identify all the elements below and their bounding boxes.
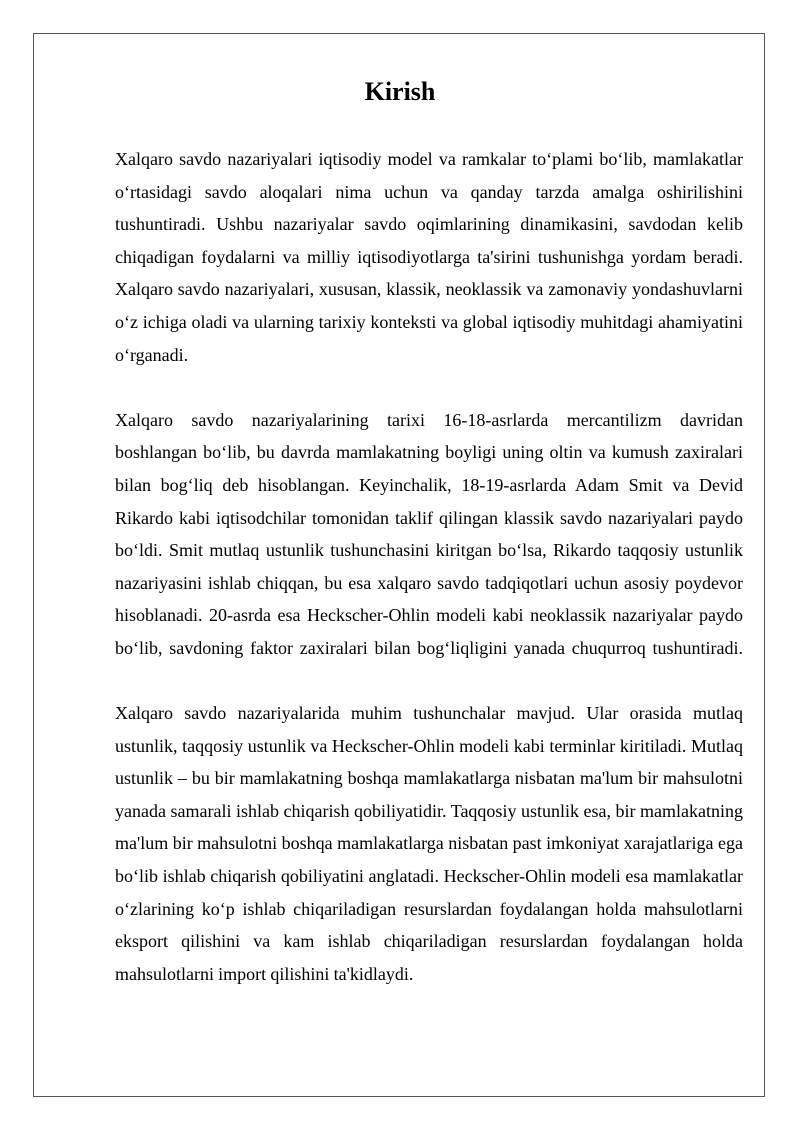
paragraph: Xalqaro savdo nazariyalari iqtisodiy model va ramkalar to‘plami bo‘lib, mamlakatlar o‘rtasidagi savdo aloqalari nima uchun va qanday tarzda amalga oshirilishini tushuntiradi. Ushbu nazariyalar savdo oqimlarining dinamikasini, savdodan kelib chiqadigan foydalarni va milliy iqtisodiyotlarga ta'sirini tushunishga yordam beradi. Xalqaro savdo nazariyalari, xususan, klassik, neoklassik va zamonaviy yondashuvlarni o‘z ichiga oladi va ularning tarixiy konteksti va global iqtisodiy muhitdagi ahamiyatini o‘rganadi. bbox=[115, 149, 743, 365]
document-title: Kirish bbox=[364, 77, 436, 106]
paragraph: Xalqaro savdo nazariyalarining tarixi 16-18-asrlarda mercantilizm davridan boshlangan bo‘lib, bu davrda mamlakatning boyligi uning oltin va kumush zaxiralari bilan bog‘liq deb hisoblangan. Keyinchalik, 18-19-asrlarda Adam Smit va Devid Rikardo kabi iqtisodchilar tomonidan taklif qilingan klassik savdo nazariyalari paydo bo‘ldi. Smit mutlaq ustunlik tushunchasini kiritgan bo‘lsa, Rikardo taqqosiy ustunlik nazariyasini ishlab chiqqan, bu esa xalqaro savdo tadqiqotlari uchun asosiy poydevor hisoblanadi. 20-asrda esa Heckscher-Ohlin modeli kabi neoklassik nazariyalar paydo bo‘lib, savdoning faktor zaxiralari bilan bog‘liqligini yanada chuqurroq tushuntiradi. bbox=[115, 409, 743, 658]
document-body bbox=[115, 143, 743, 990]
paragraph: Xalqaro savdo nazariyalarida muhim tushunchalar mavjud. Ular orasida mutlaq ustunlik, taqqosiy ustunlik va Heckscher-Ohlin modeli kabi terminlar kiritiladi. Mutlaq ustunlik – bu bir mamlakatning boshqa mamlakatlarga nisbatan ma'lum bir mahsulotni yanada samarali ishlab chiqarish qobiliyatidir. Taqqosiy ustunlik esa, bir mamlakatning ma'lum bir mahsulotni boshqa mamlakatlarga nisbatan past imkoniyat xarajatlariga ega bo‘lib ishlab chiqarish qobiliyatini anglatadi. Heckscher-Ohlin modeli esa mamlakatlar o‘zlarining ko‘p ishlab chiqariladigan resurslardan foydalangan holda mahsulotlarni eksport qilishini va kam ishlab chiqariladigan resurslardan foydalangan holda mahsulotlarni import qilishini ta'kidlaydi. bbox=[115, 703, 743, 984]
